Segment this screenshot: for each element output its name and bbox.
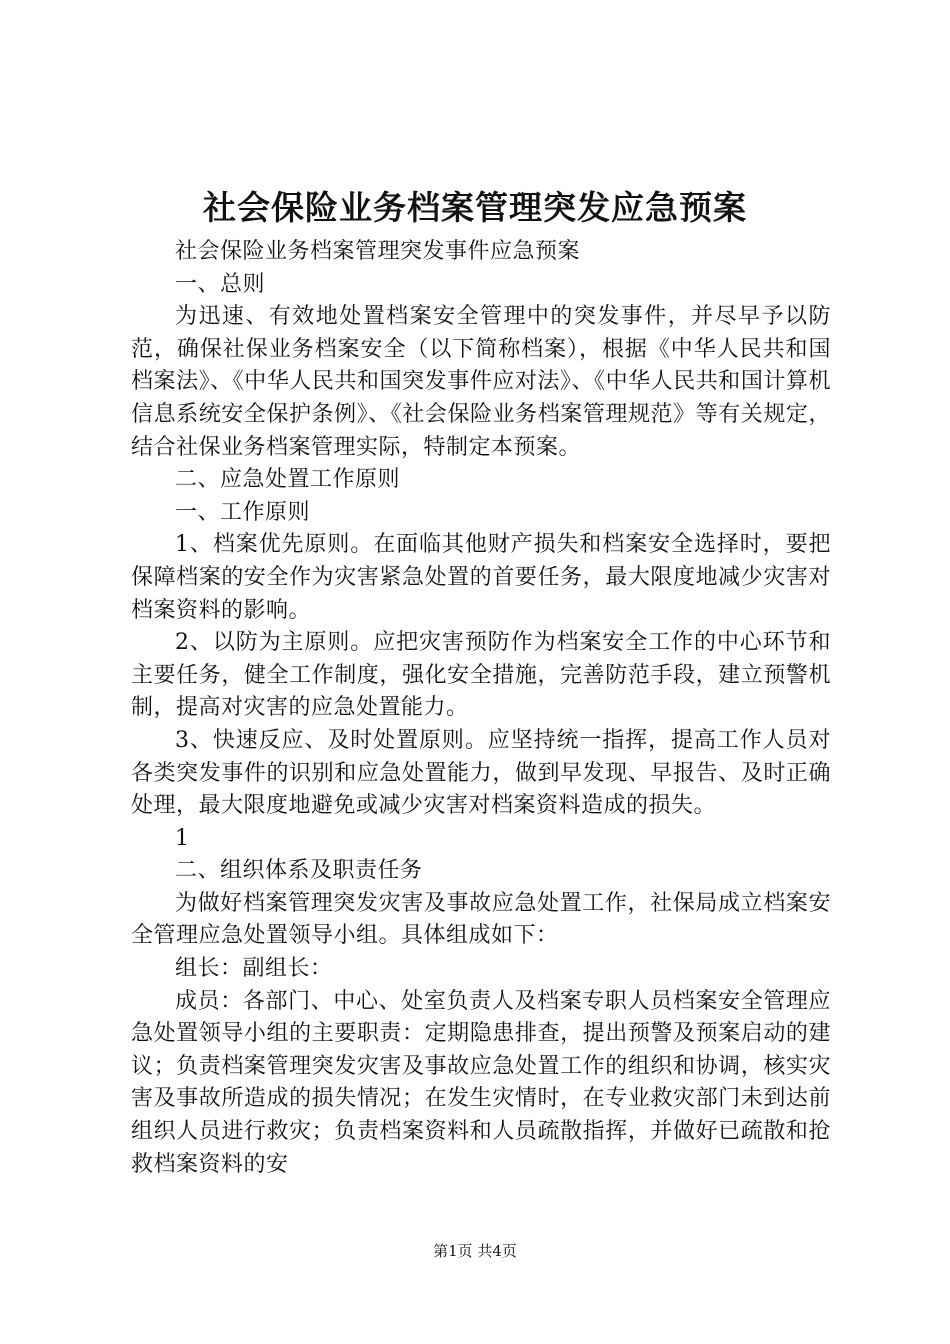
page-footer: 第1页 共4页 (433, 1242, 517, 1260)
body-paragraph: 组长：副组长： (175, 956, 333, 982)
body-paragraph: 成员：各部门、中心、处室负责人及档案专职人员档案安全管理应急处置领导小组的主要职责：定期隐患排查，提出预警及预案启动的建议；负责档案管理突发灾害及事故应急处置工作的组织和协调，核实灾害及事故所造成的损失情况；在发生灾情时，在专业救灾部门未到达前组织人员进行救灾；负责档案资料和人员疏散指挥，并做好已疏散和抢救档案资料的安 (131, 988, 831, 1177)
body-paragraph: 3、快速反应、及时处置原则。应坚持统一指挥，提高工作人员对各类突发事件的识别和应急处置能力，做到早发现、早报告、及时正确处理，最大限度地避免或减少灾害对档案资料造成的损失。 (131, 727, 831, 819)
section-heading: 二、应急处置工作原则 (175, 467, 401, 493)
body-paragraph: 1、档案优先原则。在面临其他财产损失和档案安全选择时，要把保障档案的安全作为灾害紧急处置的首要任务，最大限度地减少灾害对档案资料的影响。 (131, 532, 831, 623)
section-heading: 一、工作原则 (175, 499, 311, 525)
body-paragraph: 2、以防为主原则。应把灾害预防作为档案安全工作的中心环节和主要任务，健全工作制度，强化安全措施，完善防范手段，建立预警机制，提高对灾害的应急处置能力。 (131, 630, 831, 721)
inline-page-marker: 1 (175, 825, 190, 851)
subtitle-paragraph: 社会保险业务档案管理突发事件应急预案 (175, 239, 581, 264)
body-paragraph: 为迅速、有效地处置档案安全管理中的突发事件，并尽早予以防范，确保社保业务档案安全（以下简称档案），根据《中华人民共和国档案法》、《中华人民共和国突发事件应对法》、《中华人民共和国计算机信息系统安全保护条例》、《社会保险业务档案管理规范》等有关规定，结合社保业务档案管理实际，特制定本预案。 (131, 304, 831, 460)
section-heading: 二、组织体系及职责任务 (175, 858, 423, 884)
section-heading: 一、总则 (175, 271, 266, 297)
document-title: 社会保险业务档案管理突发应急预案 (203, 188, 747, 227)
body-paragraph: 为做好档案管理突发灾害及事故应急处置工作，社保局成立档案安全管理应急处置领导小组。具体组成如下： (131, 890, 831, 949)
document-body (131, 236, 831, 1181)
